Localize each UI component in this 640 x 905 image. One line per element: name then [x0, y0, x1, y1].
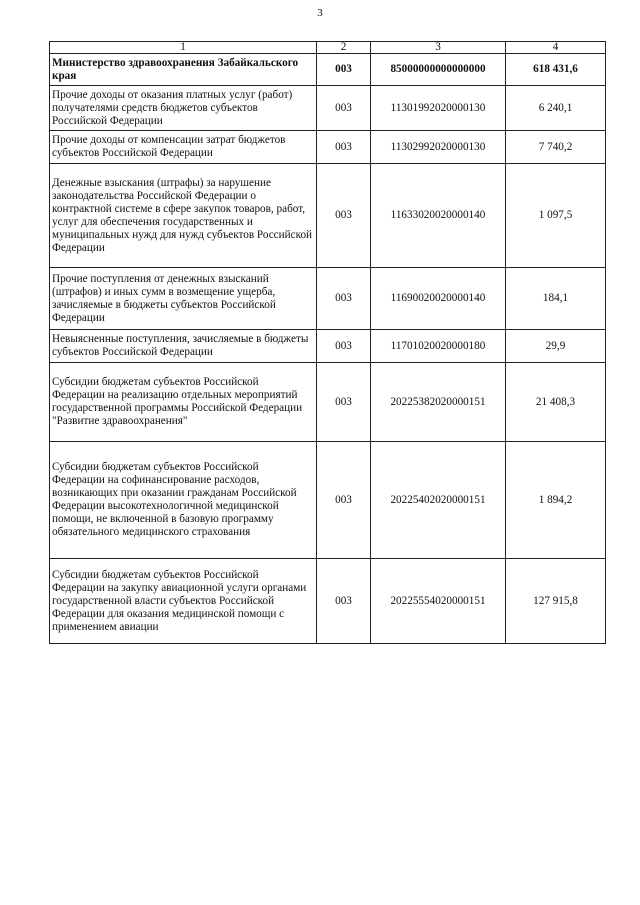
- row-kbk: 20225402020000151: [371, 442, 506, 559]
- column-number: 4: [506, 42, 606, 54]
- row-kbk: 20225382020000151: [371, 363, 506, 442]
- row-kbk: 85000000000000000: [371, 54, 506, 86]
- row-kbk: 11701020020000180: [371, 330, 506, 363]
- row-description: Субсидии бюджетам субъектов Российской Федерации на софинансирование расходов, возникающих при оказании гражданам Российской Федерации высокотехнологичной медицинской помощи, не включенной в базовую программу обязательного медицинского страхования: [50, 442, 317, 559]
- table-row: [50, 559, 606, 644]
- row-description: Министерство здравоохранения Забайкальского края: [50, 54, 317, 86]
- row-amount: 29,9: [506, 330, 606, 363]
- row-amount: 21 408,3: [506, 363, 606, 442]
- column-number: 3: [371, 42, 506, 54]
- row-amount: 618 431,6: [506, 54, 606, 86]
- table-row: [50, 164, 606, 268]
- row-code: 003: [317, 559, 371, 644]
- row-amount: 127 915,8: [506, 559, 606, 644]
- row-description: Денежные взыскания (штрафы) за нарушение законодательства Российской Федерации о контрактной системе в сфере закупок товаров, работ, услуг для обеспечения государственных и муниципальных нужд для нужд субъектов Российской Федерации: [50, 164, 317, 268]
- row-amount: 7 740,2: [506, 131, 606, 164]
- column-number: 2: [317, 42, 371, 54]
- row-code: 003: [317, 268, 371, 330]
- row-amount: 1 097,5: [506, 164, 606, 268]
- row-description: Невыясненные поступления, зачисляемые в бюджеты субъектов Российской Федерации: [50, 330, 317, 363]
- row-description: Субсидии бюджетам субъектов Российской Федерации на закупку авиационной услуги органами государственной власти субъектов Российской Федерации для оказания медицинской помощи с применением авиации: [50, 559, 317, 644]
- row-kbk: 11301992020000130: [371, 86, 506, 131]
- row-code: 003: [317, 363, 371, 442]
- row-description: Прочие поступления от денежных взысканий (штрафов) и иных сумм в возмещение ущерба, зачисляемые в бюджеты субъектов Российской Федерации: [50, 268, 317, 330]
- table-row: [50, 86, 606, 131]
- row-code: 003: [317, 54, 371, 86]
- table-row: [50, 131, 606, 164]
- row-code: 003: [317, 86, 371, 131]
- row-description: Прочие доходы от компенсации затрат бюджетов субъектов Российской Федерации: [50, 131, 317, 164]
- table-row: [50, 330, 606, 363]
- table-row: [50, 268, 606, 330]
- row-kbk: 11302992020000130: [371, 131, 506, 164]
- row-code: 003: [317, 330, 371, 363]
- table-row: [50, 442, 606, 559]
- row-code: 003: [317, 442, 371, 559]
- row-amount: 6 240,1: [506, 86, 606, 131]
- column-number-row: [50, 42, 606, 54]
- row-description: Субсидии бюджетам субъектов Российской Федерации на реализацию отдельных мероприятий государственной программы Российской Федерации "Развитие здравоохранения": [50, 363, 317, 442]
- row-description: Прочие доходы от оказания платных услуг (работ) получателями средств бюджетов субъектов Российской Федерации: [50, 86, 317, 131]
- revenue-table: [49, 41, 606, 644]
- row-kbk: 20225554020000151: [371, 559, 506, 644]
- row-amount: 1 894,2: [506, 442, 606, 559]
- column-number: 1: [50, 42, 317, 54]
- row-kbk: 11690020020000140: [371, 268, 506, 330]
- row-kbk: 11633020020000140: [371, 164, 506, 268]
- table-row: [50, 363, 606, 442]
- table-row: [50, 54, 606, 86]
- row-code: 003: [317, 131, 371, 164]
- page-number: 3: [317, 7, 323, 19]
- row-code: 003: [317, 164, 371, 268]
- row-amount: 184,1: [506, 268, 606, 330]
